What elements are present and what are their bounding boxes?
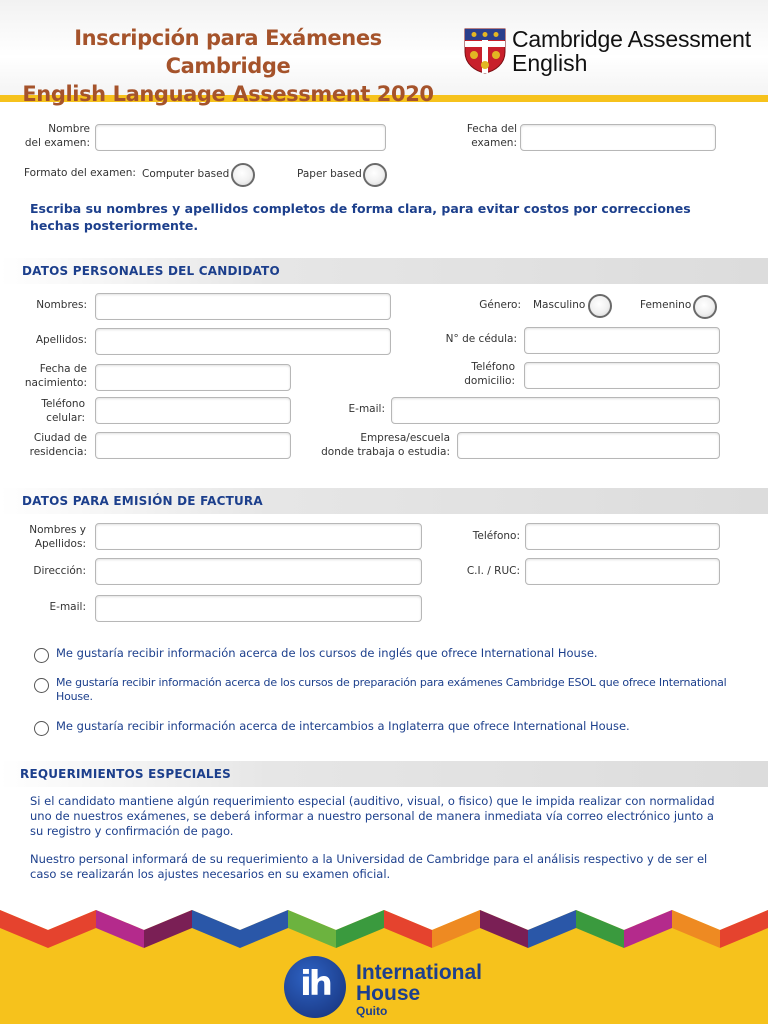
option-english-courses[interactable] xyxy=(34,646,734,664)
personal-data-heading: DATOS PERSONALES DEL CANDIDATO xyxy=(0,258,768,284)
special-requirements-text-2: Nuestro personal informará de su requerimiento a la Universidad de Cambridge para el análisis respectivo y de ser el caso se realizarán los ajustes necesarios en su examen oficial. xyxy=(30,852,708,881)
billing-name-input[interactable] xyxy=(95,523,422,550)
billing-email-input[interactable] xyxy=(95,595,422,622)
nombres-input[interactable] xyxy=(95,293,391,320)
birthdate-label: Fecha de nacimiento: xyxy=(24,363,87,389)
city-input[interactable] xyxy=(95,432,291,459)
female-label: Femenino xyxy=(640,299,692,311)
computer-based-radio[interactable] xyxy=(231,163,255,187)
international-house-logo xyxy=(284,956,514,1020)
email-input[interactable] xyxy=(391,397,720,424)
billing-phone-label: Teléfono: xyxy=(472,530,520,542)
billing-ruc-label: C.I. / RUC: xyxy=(466,565,520,577)
option-exchanges[interactable] xyxy=(34,719,734,737)
billing-address-input[interactable] xyxy=(95,558,422,585)
exam-date-input[interactable] xyxy=(520,124,716,151)
ih-name-line-2: House xyxy=(356,982,421,1005)
apellidos-label: Apellidos: xyxy=(35,334,87,346)
option-english-courses-label: Me gustaría recibir información acerca de los cursos de inglés que ofrece International House. xyxy=(56,646,598,660)
city-label: Ciudad de residencia: xyxy=(29,432,87,458)
cedula-label: N° de cédula: xyxy=(445,333,517,345)
billing-email-label: E-mail: xyxy=(49,601,86,613)
apellidos-input[interactable] xyxy=(95,328,391,355)
exam-name-label: Nombre del examen: xyxy=(24,123,90,149)
billing-phone-input[interactable] xyxy=(525,523,720,550)
ih-city: Quito xyxy=(356,1004,388,1018)
option-cambridge-prep-checkbox[interactable] xyxy=(34,678,49,693)
option-cambridge-prep-label: Me gustaría recibir información acerca de los cursos de preparación para exámenes Cambridge ESOL que ofrece International House. xyxy=(56,676,727,703)
male-label: Masculino xyxy=(533,299,586,311)
cambridge-shield-icon xyxy=(464,28,506,74)
male-radio[interactable] xyxy=(588,294,612,318)
cambridge-logo xyxy=(464,26,764,78)
logo-text-primary: Cambridge Assessment xyxy=(512,26,751,52)
special-requirements-heading: REQUERIMIENTOS ESPECIALES xyxy=(0,761,768,787)
logo-text-secondary: English xyxy=(512,50,588,76)
workplace-label: Empresa/escuela donde trabaja o estudia: xyxy=(321,432,450,458)
option-exchanges-checkbox[interactable] xyxy=(34,721,49,736)
paper-based-radio[interactable] xyxy=(363,163,387,187)
special-requirements-text-1: Si el candidato mantiene algún requerimiento especial (auditivo, visual, o fisico) que le impida realizar con normalidad uno de nuestros exámenes, se deberá informar a nuestro personal de manera inmediata vía correo electrónico junto a su registro y confirmación de pago. xyxy=(30,794,715,838)
billing-ruc-input[interactable] xyxy=(525,558,720,585)
name-instruction-note: Escriba su nombres y apellidos completos de forma clara, para evitar costos por correcciones hechas posteriormente. xyxy=(30,201,691,233)
title-line-2: English Language Assessment 2020 xyxy=(22,82,434,106)
cedula-input[interactable] xyxy=(524,327,720,354)
birthdate-input[interactable] xyxy=(95,364,291,391)
exam-name-input[interactable] xyxy=(95,124,386,151)
exam-format-label: Formato del examen: xyxy=(24,167,136,179)
option-cambridge-prep[interactable] xyxy=(34,676,734,706)
email-label: E-mail: xyxy=(348,403,385,415)
paper-based-label: Paper based xyxy=(297,168,362,180)
computer-based-label: Computer based xyxy=(142,168,230,180)
billing-address-label: Dirección: xyxy=(33,565,86,577)
gender-label: Género: xyxy=(479,299,521,311)
nombres-label: Nombres: xyxy=(36,299,87,311)
option-english-courses-checkbox[interactable] xyxy=(34,648,49,663)
home-phone-input[interactable] xyxy=(524,362,720,389)
cell-phone-input[interactable] xyxy=(95,397,291,424)
ih-mark: ih xyxy=(300,964,330,1004)
female-radio[interactable] xyxy=(693,295,717,319)
option-exchanges-label: Me gustaría recibir información acerca de intercambios a Inglaterra que ofrece International House. xyxy=(56,719,630,733)
page-title xyxy=(18,24,438,108)
workplace-input[interactable] xyxy=(457,432,720,459)
billing-heading: DATOS PARA EMISIÓN DE FACTURA xyxy=(0,488,768,514)
billing-name-label: Nombres y Apellidos: xyxy=(29,524,86,550)
exam-date-label: Fecha del examen: xyxy=(466,123,517,149)
title-line-1: Inscripción para Exámenes Cambridge xyxy=(74,26,382,78)
cell-phone-label: Teléfono celular: xyxy=(41,398,85,424)
ih-name-line-1: International xyxy=(356,961,483,984)
home-phone-label: Teléfono domicilio: xyxy=(464,361,515,387)
